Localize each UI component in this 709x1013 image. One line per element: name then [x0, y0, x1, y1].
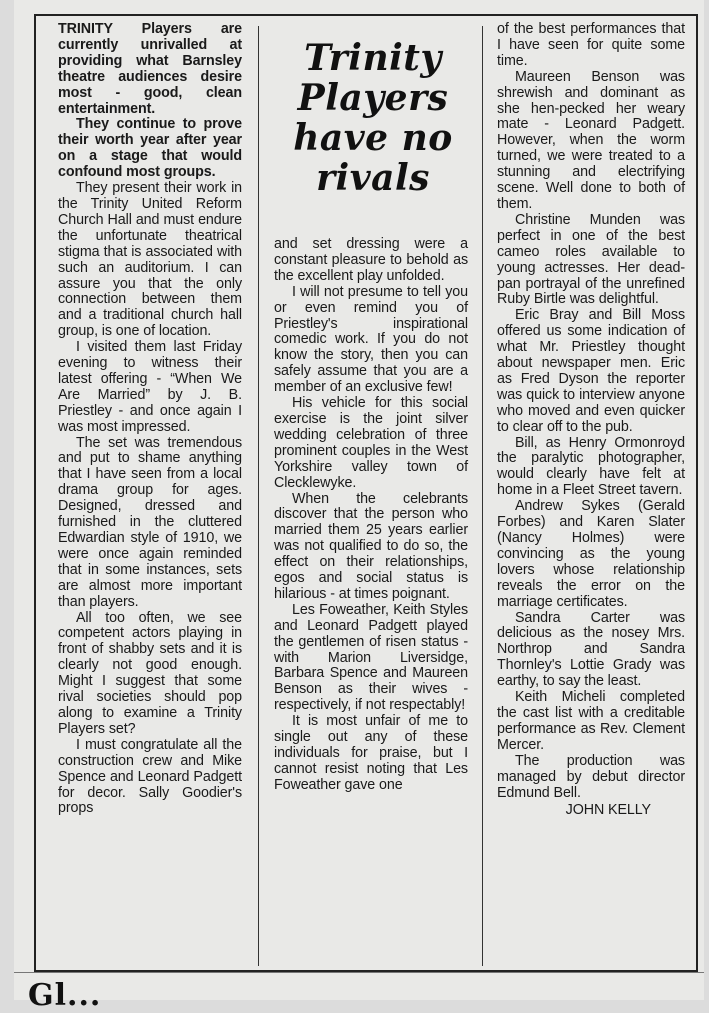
paragraph: They present their work in the Trinity United Reform Church Hall and must endure the unfortunate theatrical stigma that is associated with such an auditorium. I can assure you that the only connection between them and a traditional church hall group, is one of location. — [58, 180, 242, 340]
paragraph: Sandra Carter was delicious as the nosey Mrs. Northrop and Sandra Thornley's Lottie Grady was earthy, to say the least. — [497, 609, 685, 690]
paragraph: I visited them last Friday evening to witness their latest offering - “When We Are Married” by J. B. Priestley - and once again I was most impressed. — [58, 339, 242, 435]
paragraph: The production was managed by debut director Edmund Bell. — [497, 752, 685, 801]
headline-line: Players — [297, 77, 449, 119]
next-article-divider — [14, 972, 704, 1001]
paragraph: of the best performances that I have seen for quite some time. — [497, 21, 685, 69]
paragraph: Bill, as Henry Ormonroyd the paralytic photographer, would clearly have felt at home in a Fleet Street tavern. — [497, 434, 685, 499]
article-column-1 — [58, 22, 242, 817]
article-column-3 — [497, 22, 685, 819]
lead-paragraph: They continue to prove their worth year after year on a stage that would confound most groups. — [58, 116, 242, 181]
paragraph: Eric Bray and Bill Moss offered us some indication of what Mr. Priestley thought about newspaper men. Eric as Fred Dyson the reporter was quick to interview anyone who moved and even quicker to clear off to the pub. — [497, 307, 685, 435]
next-article-headline-fragment: Gl... — [28, 978, 102, 1013]
paragraph: I will not presume to tell you or even remind you of Priestley's inspirational comedic work. If you do not know the story, then you can safely assume that you are a member of an exclusive few! — [274, 283, 468, 396]
paragraph: Christine Munden was perfect in one of the best cameo roles available to young actresses. Her dead-pan portrayal of the unrefined Ruby Birtle was delightful. — [497, 211, 685, 308]
column-rule-2 — [482, 26, 483, 966]
headline-line: rivals — [316, 157, 430, 199]
paragraph: Andrew Sykes (Gerald Forbes) and Karen Slater (Nancy Holmes) were convincing as the young lovers whose relationship reveals the error on the marriage certificates. — [497, 498, 685, 610]
paragraph: His vehicle for this social exercise is the joint silver wedding celebration of three prominent couples in the West Yorkshire valley town of Clecklewyke. — [274, 395, 468, 491]
paragraph: Maureen Benson was shrewish and dominant as she hen-pecked her weary mate - Leonard Padgett. However, when the worm turned, we were treated to a stunning and electrifying scene. Well done to both of them. — [497, 68, 685, 212]
paragraph: Keith Micheli completed the cast list with a creditable performance as Rev. Clement Mercer. — [497, 689, 685, 753]
article-column-2 — [274, 237, 468, 794]
paragraph: I must congratulate all the construction crew and Mike Spence and Leonard Padgett for decor. Sally Goodier's props — [58, 736, 242, 817]
paragraph: and set dressing were a constant pleasure to behold as the excellent play unfolded. — [274, 236, 468, 284]
paragraph: It is most unfair of me to single out any of these individuals for praise, but I cannot resist noting that Les Foweather gave one — [274, 713, 468, 793]
paragraph: The set was tremendous and put to shame anything that I have seen from a local drama group for ages. Designed, dressed and furnished in the cluttered Edwardian style of 1910, we were once again reminded that in some instances, sets are almost more important than players. — [58, 434, 242, 610]
headline-line: have no — [293, 117, 453, 159]
paragraph: All too often, we see competent actors playing in front of shabby sets and it is clearly not good enough. Might I suggest that some rival societies should pop along to examine a Trinity Players set? — [58, 609, 242, 737]
column-rule-1 — [258, 26, 259, 966]
byline: JOHN KELLY — [565, 802, 651, 819]
paragraph: Les Foweather, Keith Styles and Leonard Padgett played the gentlemen of risen status - with Marion Liversidge, Barbara Spence and Maureen Benson as their wives - respectively, if not respectably! — [274, 601, 468, 714]
headline — [268, 38, 478, 198]
headline-line: Trinity — [304, 37, 442, 79]
lead-paragraph: TRINITY Players are currently unrivalled at providing what Barnsley theatre audiences desire most - good, clean entertainment. — [58, 21, 242, 117]
paragraph: When the celebrants discover that the person who married them 25 years earlier was not qualified to do so, the effect on their relationships, egos and social status is hilarious - at times poignant. — [274, 490, 468, 602]
